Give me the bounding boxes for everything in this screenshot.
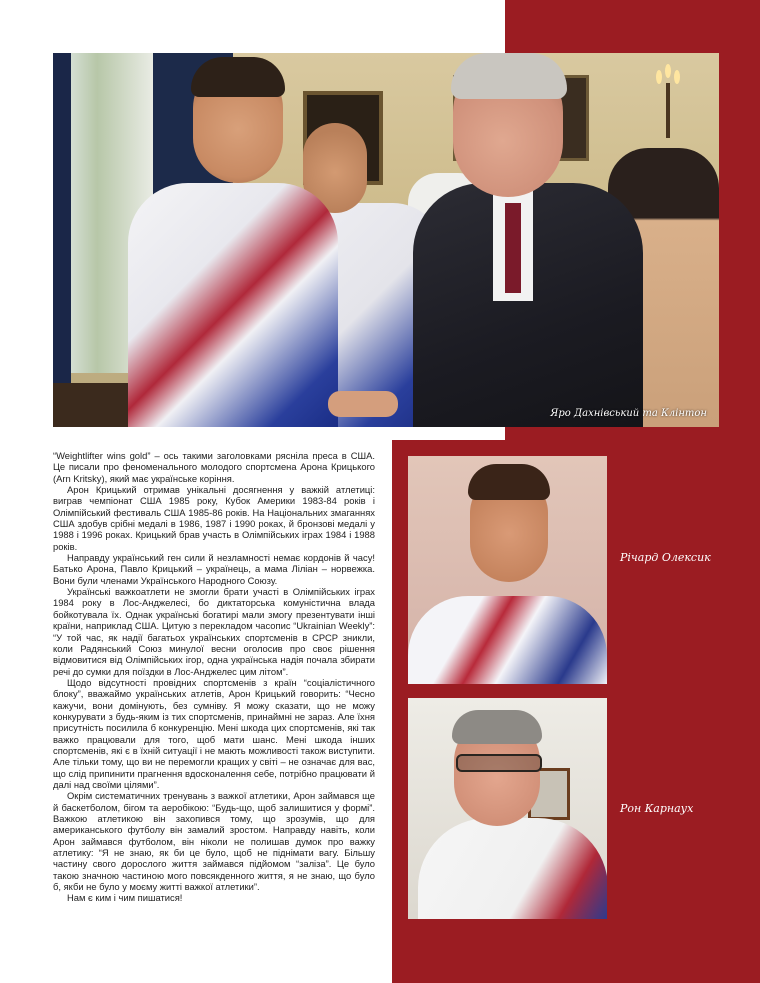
portrait-1-caption: Річард Олексик — [620, 551, 711, 564]
article-paragraph: Нам є ким і чим пишатися! — [67, 892, 183, 904]
photo-clinton-hair — [451, 53, 567, 99]
photo-athlete-1-jacket — [128, 183, 338, 427]
photo-handshake — [328, 391, 398, 417]
photo-clinton-tie — [505, 203, 521, 293]
portrait-2-glasses — [456, 754, 542, 772]
portrait-1-jacket — [408, 596, 607, 684]
photo-curtain-left — [53, 53, 71, 427]
portrait-ron-karnaukh — [408, 698, 607, 919]
photo-dakhnivsky-clinton — [53, 53, 719, 427]
portrait-2-caption: Рон Карнаух — [620, 802, 694, 815]
article-paragraph: Окрім систематичних тренувань з важкої атлетики, Арон займався ще й баскетболом, бігом та аеробікою: “Будь-що, щоб залишитися у формі”. Важкою атлетикою він захопився тому, що зрозумів, що для американського футболу він замалий зростом. Направду навіть, коли Арон займався футболом, він ніколи не полишав думок про важку атлетику: “Я не знаю, як би це було, щоб не піднімати вагу. Більшу частину свого дорослого життя займався підйомом “заліза”. Це було такою значною частиною мого повсякденного життя, я не знаю, що було б, якби не було у моєму житті важкої атлетики”. — [53, 790, 375, 893]
portrait-2-hair — [452, 710, 542, 744]
portrait-1-hair — [468, 464, 550, 500]
portrait-richard-oleksyk — [408, 456, 607, 684]
portrait-2-jacket — [418, 818, 607, 919]
article-paragraph: Направду український ген сили й незламності немає кордонів й часу! Батько Арона, Павло Крицький – українець, а мама Ліліан – норвежка. Вони були членами Українського Народного Союзу. — [53, 552, 375, 586]
wall-sconce-icon — [653, 63, 683, 143]
top-photo-caption: Яро Дахнівський та Клінтон — [550, 408, 707, 419]
photo-athlete-1-hair — [191, 57, 285, 97]
article-paragraph: Арон Крицький отримав унікальні досягнення у важкій атлетиці: виграв чемпіонат США 1985 року, Кубок Америки 1983-84 років і Олімпійський фестиваль США 1985-86 років. На Національних змаганнях США здобув срібні медалі в 1986, 1987 і 1990 роках, й бронзові медалі у 1988 і 1996 роках. Крицький брав участь в Олімпійських іграх 1984 і 1988 років. — [53, 484, 375, 552]
article-body — [53, 450, 375, 904]
article-paragraph: Українські важкоатлети не змогли брати участі в Олімпійських іграх 1984 року в Лос-Анджелесі, бо диктаторська комуністична влада бойкотувала їх. Однак українські богатирі мали змогу презентувати інші країни, наприклад США. Цитую з перекладом часопис “Ukrainian Weekly”: “У той час, як надії багатьох українських спортсменів в СРСР зникли, коли Радянський Союз минулої весни оголосив про своє рішення відмовитися від Олімпійських ігор, одна українська надія почала збирати речі до сумки для поїздки в Лос-Анджелес цим літом”. — [53, 586, 375, 677]
article-paragraph: “Weightlifter wins gold” – ось такими заголовками рясніла преса в США. Це писали про феноменального молодого спортсмена Арона Крицького (Arn Kritsky), який має українське коріння. — [53, 450, 375, 484]
article-paragraph: Щодо відсутності провідних спортсменів з країн “соціалістичного блоку”, вважаймо українських атлетів, Арон Крицький говорить: “Чесно кажучи, вони домінують, без сумніву. Я можу сказати, що не можу конкурувати з будь-яким із тих спортсменів, принаймні не зараз. Але їхня присутність посилила б конкуренцію. Мені шкода цих спортсменів, які так важко працювали для того, щоб мати шанс. Мені шкода інших спортсменів, які є в їхній ситуації і не мають можливості також виступити. Але тільки тому, що ви не перемогли кращих у світі – не означає для вас, що слід припинити прагнення вдосконалення себе, потрібно працювати й далі над своїми цілями”. — [53, 676, 375, 790]
